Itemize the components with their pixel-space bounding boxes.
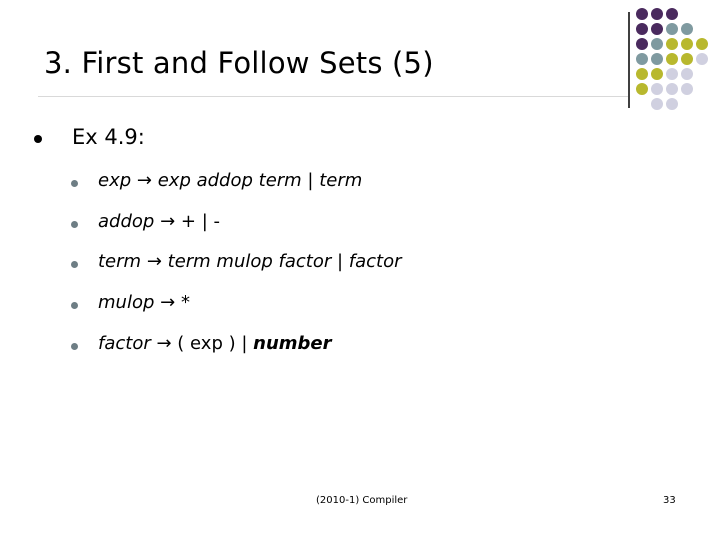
- decorative-dot: [681, 23, 693, 35]
- rule-lhs: exp: [98, 170, 132, 191]
- sub-bullet-icon: [71, 302, 78, 309]
- decorative-dot: [651, 53, 663, 65]
- decorative-dot: [636, 8, 648, 20]
- decorative-dot: [666, 68, 678, 80]
- sub-bullet-icon: [71, 343, 78, 350]
- decorative-dot: [681, 38, 693, 50]
- decorative-dot: [636, 68, 648, 80]
- footer-page-number: 33: [663, 495, 676, 506]
- sub-bullet-icon: [71, 261, 78, 268]
- footer-course: (2010-1) Compiler: [316, 495, 408, 506]
- grammar-rule-text: [98, 292, 190, 313]
- rule-lhs: factor: [98, 333, 151, 354]
- grammar-rule-addop: [0, 209, 720, 239]
- grammar-rule-factor: [0, 331, 720, 361]
- grammar-rule-text: [98, 211, 220, 232]
- rule-rhs-bold: number: [253, 333, 332, 354]
- slide-title: 3. First and Follow Sets (5): [44, 46, 434, 80]
- arrow-icon: →: [156, 333, 172, 354]
- decorative-dot: [636, 83, 648, 95]
- arrow-icon: →: [160, 211, 176, 232]
- decorative-dot: [696, 38, 708, 50]
- decorative-dot: [666, 53, 678, 65]
- bullet-icon: [34, 135, 42, 143]
- rule-rhs: term mulop factor | factor: [167, 251, 402, 272]
- rule-rhs: ( exp ) |: [177, 333, 254, 354]
- decorative-dot: [651, 98, 663, 110]
- arrow-icon: →: [160, 292, 176, 313]
- decorative-dot: [696, 53, 708, 65]
- decorative-dot: [651, 23, 663, 35]
- decorative-dot: [666, 38, 678, 50]
- decorative-dot: [666, 98, 678, 110]
- grammar-rule-text: [98, 251, 402, 272]
- decorative-vertical-line: [628, 12, 630, 108]
- arrow-icon: →: [136, 170, 152, 191]
- title-divider: [38, 96, 628, 97]
- decorative-dot: [651, 8, 663, 20]
- rule-lhs: term: [98, 251, 142, 272]
- decorative-dot-grid: [636, 8, 720, 120]
- rule-rhs: exp addop term | term: [157, 170, 363, 191]
- decorative-dot: [651, 38, 663, 50]
- grammar-rule-text: [98, 333, 332, 354]
- decorative-dot: [636, 38, 648, 50]
- rule-lhs: addop: [98, 211, 155, 232]
- decorative-dot: [681, 68, 693, 80]
- decorative-dot: [651, 68, 663, 80]
- rule-rhs: + | -: [180, 211, 220, 232]
- decorative-dot: [666, 23, 678, 35]
- sub-bullet-icon: [71, 221, 78, 228]
- decorative-dot: [681, 83, 693, 95]
- decorative-dot: [681, 53, 693, 65]
- grammar-rule-exp: [0, 168, 720, 198]
- example-label: Ex 4.9:: [72, 125, 145, 149]
- grammar-rule-term: [0, 249, 720, 279]
- rule-lhs: mulop: [98, 292, 155, 313]
- decorative-dot: [636, 23, 648, 35]
- arrow-icon: →: [146, 251, 162, 272]
- grammar-rule-text: [98, 170, 362, 191]
- decorative-dot: [636, 53, 648, 65]
- decorative-dot: [666, 8, 678, 20]
- grammar-rule-mulop: [0, 290, 720, 320]
- rule-rhs: *: [180, 292, 190, 313]
- decorative-dot: [666, 83, 678, 95]
- decorative-dot: [651, 83, 663, 95]
- sub-bullet-icon: [71, 180, 78, 187]
